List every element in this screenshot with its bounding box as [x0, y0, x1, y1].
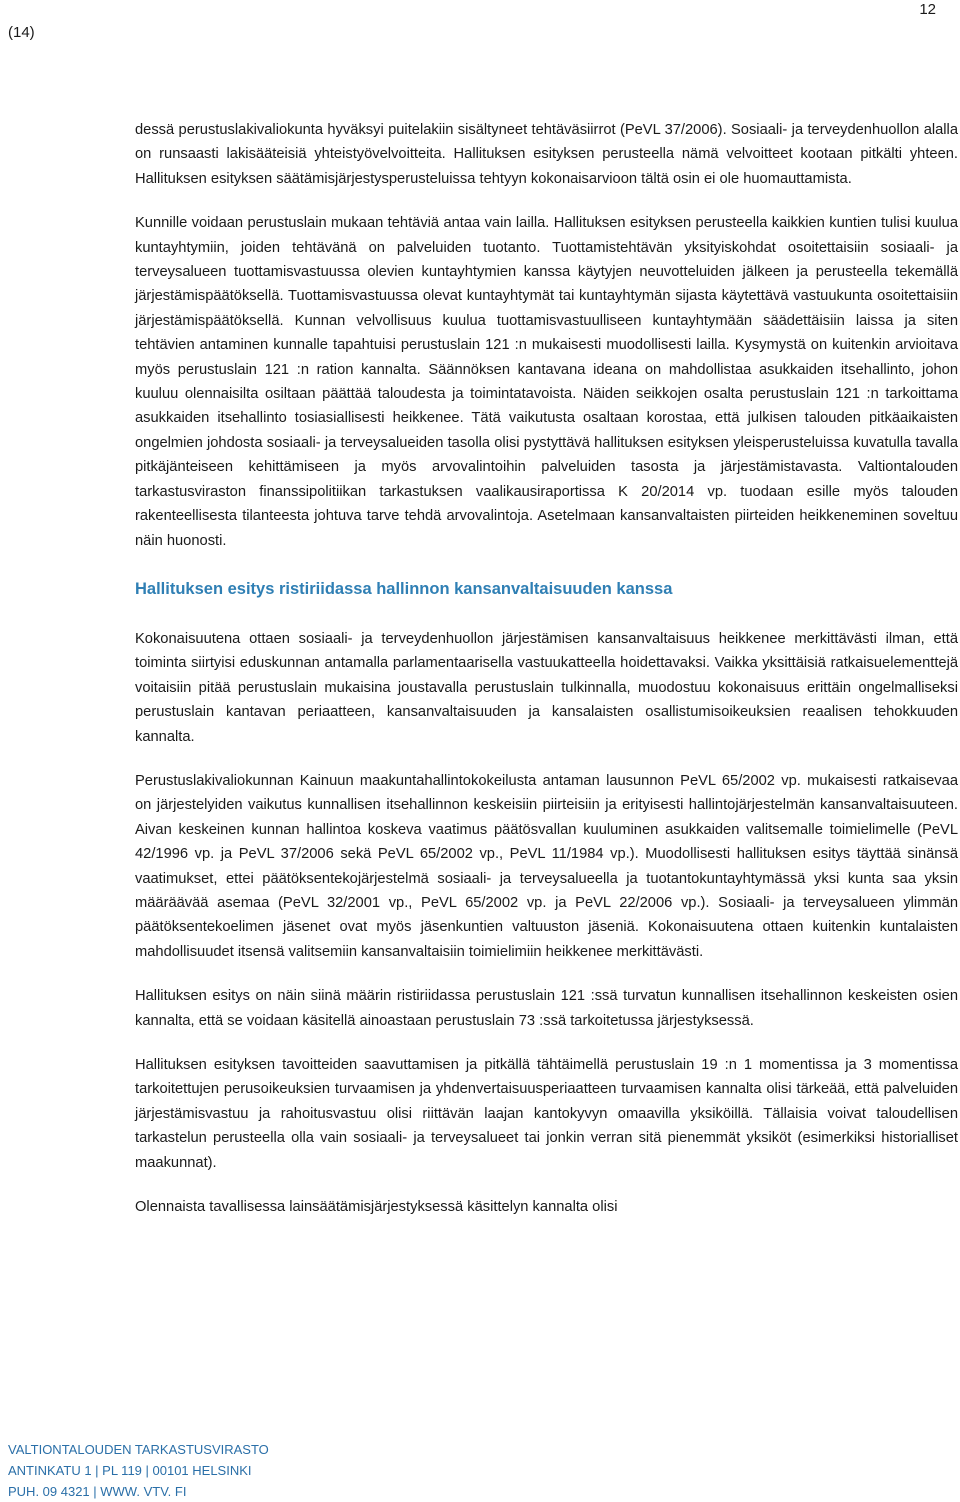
paragraph: Kokonaisuutena ottaen sosiaali- ja terveydenhuollon järjestämisen kansanvaltaisuus heikkenee merkittävästi ilman, että toiminta siirtyisi eduskunnan antamalla parlamentaarisella vastuukatteella hoidettavaksi. Vaikka yksittäisiä ratkaisuelementtejä voitaisiin pitää perustuslain mukaisina joustavalla perustuslain tulkinnalla, muodostuu kokonaisuus erittäin ongelmalliseksi perustuslain kantavan periaatteen, kansanvaltaisuuden ja kansalaisten osallistumisoikeuksien reaalisen tehokkuuden kannalta. — [135, 630, 958, 745]
document-body — [135, 118, 958, 1239]
section-heading: Hallituksen esitys ristiriidassa hallinnon kansanvaltaisuuden kanssa — [135, 579, 673, 598]
footer-address: ANTINKATU 1 | PL 119 | 00101 HELSINKI — [8, 1463, 252, 1478]
paragraph: Hallituksen esitys on näin siinä määrin ristiriidassa perustuslain 121 :ssä turvatun kunnallisen itsehallinnon keskeisten osien kannalta, että se voidaan käsitellä ainoastaan perustuslain 73 :ssä tarkoitetussa järjestyksessä. — [135, 988, 958, 1029]
paragraph: Olennaista tavallisessa lainsäätämisjärjestyksessä käsittelyn kannalta olisi — [135, 1199, 618, 1216]
footer — [8, 1439, 269, 1502]
paragraph: Hallituksen esityksen tavoitteiden saavuttamisen ja pitkällä tähtäimellä perustuslain 19 :n 1 momentissa ja 3 momentissa tarkoitettujen perusoikeuksien turvaamisen ja yhdenvertaisuusperiaatteen turvaamisen kannalta olisi tärkeää, että palveluiden järjestämisvastuu ja rahoitusvastuu olisi riittävän laajan kantokyvyn omaavilla yksiköillä. Tällaisia voivat taloudellisen tarkastelun perusteella olla vain sosiaali- ja terveysalueet tai jonkin verran sitä pienemmät yksiköt (esimerkiksi historialliset maakunnat). — [135, 1057, 958, 1171]
paragraph: dessä perustuslakivaliokunta hyväksyi puitelakiin sisältyneet tehtäväsiirrot (PeVL 37/2006). Sosiaali- ja terveydenhuollon alalla on runsaasti lakisääteisiä yhteistyövelvoitteita. Hallituksen esityksen perusteella nämä velvoitteet kootaan pitkälti yhteen. Hallituksen esityksen säätämisjärjestysperusteluissa tehtyyn kokonaisarvioon tältä osin ei ole huomauttamista. — [135, 122, 958, 187]
footer-org-name: VALTIONTALOUDEN TARKASTUSVIRASTO — [8, 1442, 269, 1457]
paragraph: Perustuslakivaliokunnan Kainuun maakuntahallintokokeilusta antaman lausunnon PeVL 65/2002 vp. mukaisesti ratkaisevaa on järjestelyiden vaikutus kunnallisen itsehallinnon keskeisiin piirteisiin ja erityisesti hallintojärjestelmän kansanvaltaisuuteen. Aivan keskeinen kunnan hallintoa koskeva vaatimus päätösvallan kuuluminen asukkaiden valitsemalle toimielimelle (PeVL 42/1996 vp. ja PeVL 37/2006 sekä PeVL 65/2002 vp., PeVL 11/1984 vp.). Muodollisesti hallituksen esitys täyttää sinänsä vaatimukset, ettei päätöksentekojärjestelmä sosiaali- ja terveysalueella ja tuotantokuntayhtymässä yksi kunta saa yksin määräävää asemaa (PeVL 32/2001 vp., PeVL 65/2002 vp. ja PeVL 22/2006 vp.). Sosiaali- ja terveysalueen ylimmän päätöksentekoelimen jäsenet ovat myös jäsenkuntien valtuuston jäseniä. Kokonaisuutena ottaen kuitenkin kuntalaisten mahdollisuudet itsensä valitsemiin kansanvaltaisiin toimielimiin heikkenee merkittävästi. — [135, 772, 958, 960]
page-total: (14) — [8, 24, 35, 41]
footer-contact: PUH. 09 4321 | WWW. VTV. FI — [8, 1484, 187, 1499]
page-number: 12 — [919, 1, 936, 18]
paragraph: Kunnille voidaan perustuslain mukaan tehtäviä antaa vain lailla. Hallituksen esityksen perusteella kaikkien kuntien tulisi kuulua kuntayhtymiin, joiden tehtävänä on palveluiden tuotanto. Tuottamistehtävän yksityiskohdat osoitettaisiin sosiaali- ja terveysalueen tuottamisvastuussa olevien kuntayhtymien kanssa käytyjen neuvotteluiden jälkeen ja perusteella tekemällä järjestämispäätöksellä. Tuottamisvastuussa olevat kuntayhtymät tai kuntayhtymän sijasta käytettävä vastuukunta osoitettaisiin järjestämispäätöksellä. Kunnan velvollisuus kuulua tuottamisvastuulliseen kuntayhtymään säädettäisiin laissa ja siten tehtävien antaminen kunnalle tapahtuisi perustuslain 121 :n mukaisesti muodollisesti lailla. Kysymystä on kuitenkin arvioitava myös perustuslain 121 :n ration kannalta. Säännöksen kantavana ideana on mahdollistaa asukkaiden itsehallinto, johon kuuluu olennaisilta osiltaan päättää taloudesta ja toimintatavoista. Näiden seikkojen osalta perustuslain 121 :n tarkoittama asukkaiden itsehallinto tosiasiallisesti heikkenee. Tätä vaikutusta osaltaan korostaa, että julkisen talouden pitkäaikaisten ongelmien johdosta sosiaali- ja terveysalueiden tasolla olisi pystyttävä hallituksen esityksen yleisperusteluissa kuvatulla tavalla pitkäjänteiseen kehittämiseen ja myös arvovalintoihin palveluiden tasosta ja järjestämistavasta. Valtiontalouden tarkastusviraston finanssipolitiikan tarkastuksen vaalikausiraportissa K 20/2014 vp. tuodaan esille myös talouden rakenteellisesta tilanteesta johtuva tarve tehdä arvovalintoja. Asetelmaan kansanvaltaisten piirteiden heikkeneminen soveltuu näin huonosti. — [135, 215, 958, 549]
